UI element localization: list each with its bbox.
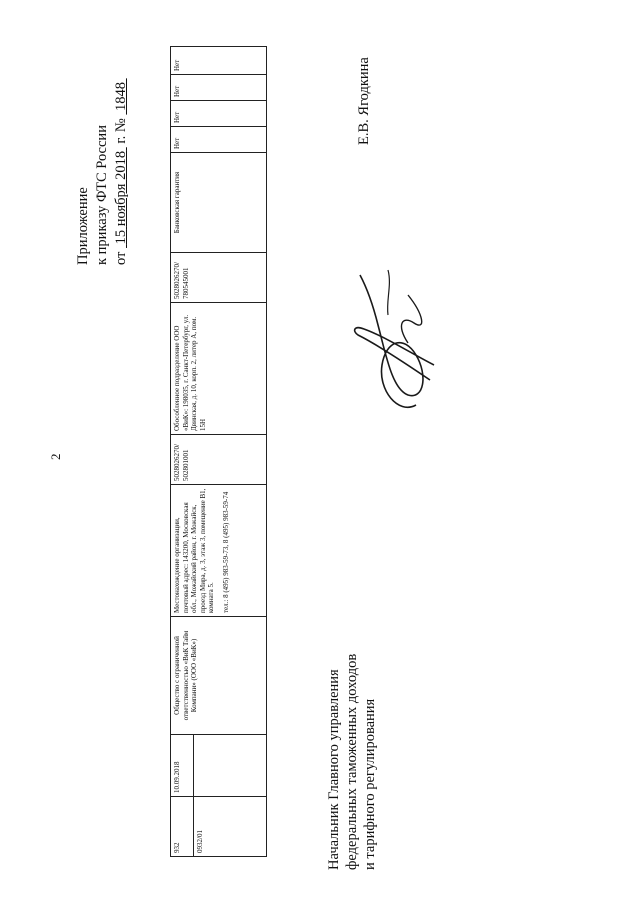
cell-code: 0932/01 [194, 797, 267, 857]
appendix-year-suffix: г. [113, 135, 129, 144]
appendix-order-date [112, 78, 131, 265]
cell-inn-kpp-2: 5028026270/ 780545001 [171, 253, 267, 303]
cell-flag-1: Нет [171, 127, 267, 153]
cell-phones: тел.: 8 (495) 983-59-73, 8 (495) 983-59-74 [221, 491, 230, 613]
signer-title-line-2: федеральных таможенных доходов [344, 653, 360, 870]
cell-flag-2: Нет [171, 101, 267, 127]
signer-title-line-1: Начальник Главного управления [326, 669, 342, 870]
appendix-number: 1848 [113, 81, 129, 111]
appendix-day: 15 ноября 2018 [113, 150, 129, 245]
cell-flag-4: Нет [171, 47, 267, 75]
cell-branch: Обособленное подразделение ООО «ВиК»: 198035, г. Санкт-Петербург, ул. Двинская, д. 10, корп. 2, литер А, пом. 15Н [171, 303, 267, 435]
cell-num: 932 [171, 797, 194, 857]
page-number: 2 [48, 453, 63, 460]
cell-flag-3: Нет [171, 75, 267, 101]
cell-empty [194, 735, 267, 797]
cell-inn-kpp-1: 5028026270/ 502801001 [171, 435, 267, 485]
appendix-prefix: от [113, 251, 129, 265]
appendix-title: Приложение [75, 187, 91, 265]
cell-date: 10.09.2018 [171, 735, 194, 797]
signer-name: Е.В. Ягодкина [356, 57, 372, 145]
appendix-header [74, 78, 131, 265]
cell-name: Общество с ограниченной ответственностью «ВиК Тайм Компани» (ООО «ВиК») [171, 617, 267, 735]
appendix-order-ref: к приказу ФТС России [94, 125, 110, 265]
cell-guarantee: Банковская гарантия [171, 153, 267, 253]
signature-icon [338, 255, 448, 435]
cell-location: Местонахождение организации, почтовый адрес: 143200, Московская обл., Можайский район, г. Можайск, проезд Мира, д. 3, этаж 3, помещение В1, комната 5. тел.: 8 (495) 983-59-73, 8 (495) 983-59-74 [171, 485, 267, 617]
signer-title-line-3: и тарифного регулирования [362, 698, 378, 870]
appendix-number-sign: № [113, 118, 129, 133]
registry-table [170, 47, 267, 857]
signer-title [325, 654, 379, 870]
table-row [171, 47, 194, 857]
